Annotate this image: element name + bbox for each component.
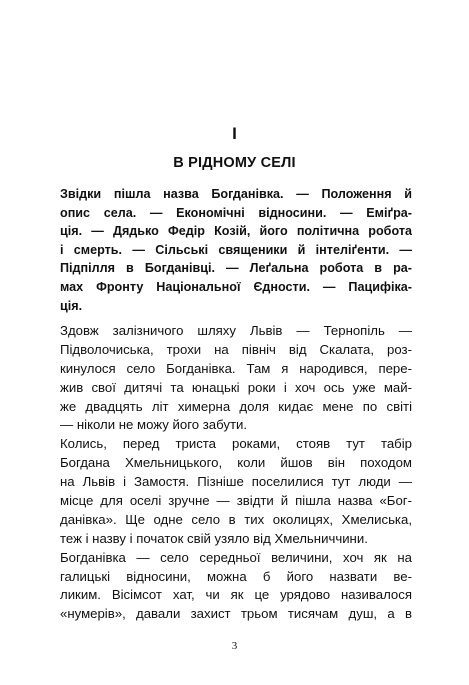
body-line: «нумерів», давали захист трьом тисячам душ, а в <box>60 606 412 622</box>
chapter-title: В РІДНОМУ СЕЛІ <box>173 155 296 171</box>
summary-line: мах Фронту Національної Єдности. — Пацифіка- <box>60 279 412 294</box>
body-line: кинулося село Богданівка. Там я народився, пере- <box>60 360 412 376</box>
body-line: на Львів і Замостя. Пізніше поселилися тут люди — <box>60 474 412 490</box>
body-line: Здовж залізничого шляху Львів — Тернопіль — <box>60 323 412 338</box>
body-line: теж і назву і початок свій узяло від Хмельниччини. <box>60 530 368 546</box>
summary-line: і смерть. — Сільські священики й інтеліґенти. — <box>60 242 412 257</box>
body-line: місце для оселі зручне — звідти й пішла назва «Бог- <box>60 493 412 509</box>
body-line: ликим. Вісімсот хат, чи як це урядово називалося <box>60 587 412 603</box>
summary-line: Звідки пішла назва Богданівка. — Положення й <box>60 187 412 201</box>
body-text <box>60 322 412 624</box>
summary-line: опис села. — Економічні відносини. — Еміґра- <box>60 205 412 220</box>
body-line: данівка». Ще одне село в тих околицях, Хмелиська, <box>60 511 412 527</box>
chapter-summary <box>60 185 412 315</box>
body-line: Колись, перед триста роками, стояв тут табір <box>60 436 412 452</box>
body-line: — ніколи не можу його забути. <box>60 417 248 433</box>
summary-line: ція. <box>60 298 83 313</box>
body-line: Богдана Хмельницького, коли йшов він походом <box>60 455 412 471</box>
body-line: жив свої дитячі та юнацькі роки і хоч ось уже май- <box>60 379 412 395</box>
chapter-number: I <box>232 124 237 143</box>
body-line: галицькі відносини, можна б його назвати ве- <box>60 568 412 584</box>
page-number: 3 <box>231 640 238 652</box>
summary-line: Підпілля в Богданівці. — Леґальна робота в ра- <box>60 261 412 276</box>
body-line: Підволочиська, трохи на північ від Скалата, роз- <box>60 341 412 357</box>
summary-line: ція. — Дядько Федір Козій, його політична робота <box>60 224 412 239</box>
body-line: Богданівка — село середньої величини, хоч як на <box>60 549 412 565</box>
body-line: же двадцять літ химерна доля кидає мене по світі <box>60 398 412 414</box>
